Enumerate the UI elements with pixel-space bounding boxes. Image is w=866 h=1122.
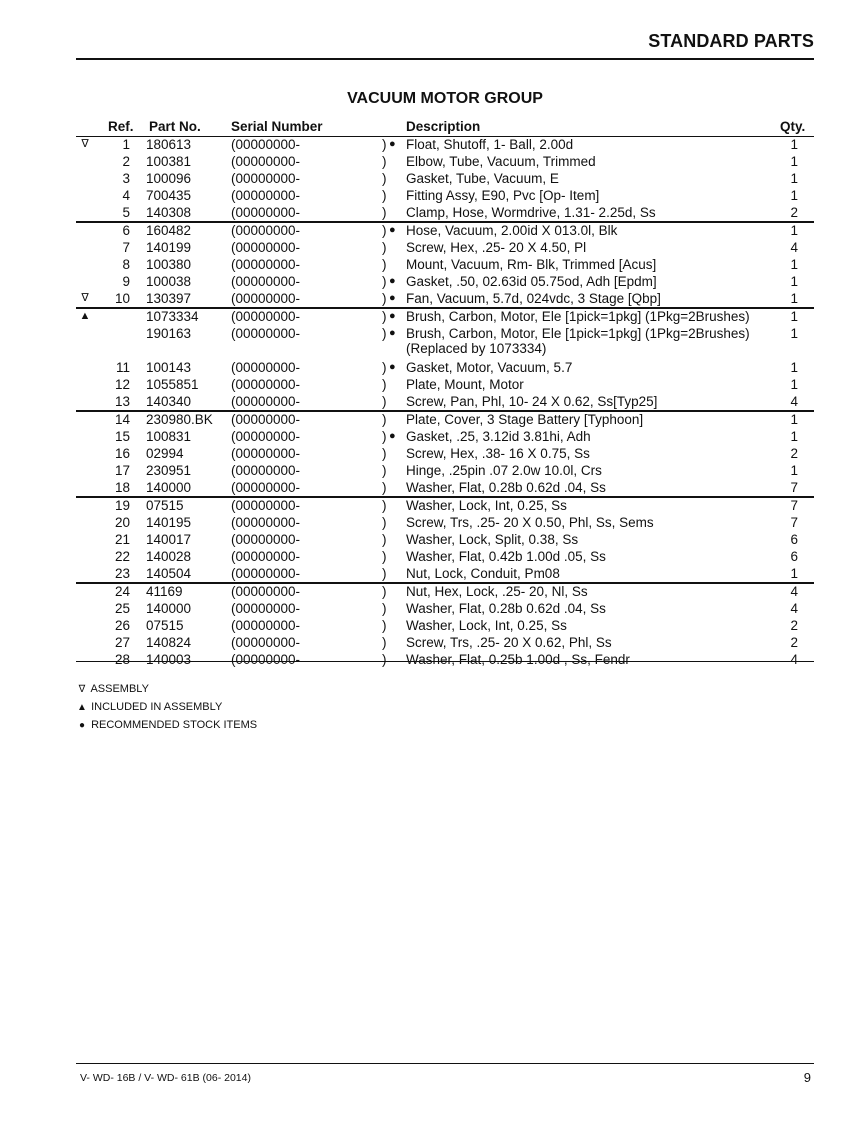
ref-cell: 26 (114, 618, 130, 633)
description-note: (Replaced by 1073334) (406, 341, 547, 356)
qty-cell: 4 (790, 601, 798, 616)
serial-cell: (00000000- (231, 618, 301, 633)
part-number-cell: 140199 (146, 240, 192, 255)
part-number-cell: 1073334 (146, 309, 199, 324)
page-number: 9 (803, 1070, 811, 1085)
qty-cell: 1 (790, 223, 798, 238)
part-number-cell: 100831 (146, 429, 192, 444)
description-line: Plate, Mount, Motor (406, 377, 524, 392)
description-cell (406, 532, 578, 547)
part-number-cell: 100096 (146, 171, 192, 186)
serial-cell: (00000000- (231, 274, 301, 289)
qty-cell: 4 (790, 652, 798, 667)
part-number-cell: 230951 (146, 463, 192, 478)
part-number-cell: 190163 (146, 326, 192, 341)
recommended-bullet-icon: ● (389, 224, 396, 236)
ref-cell: 11 (115, 360, 130, 375)
qty-cell: 1 (790, 326, 798, 341)
serial-close-paren: ) (382, 154, 387, 169)
qty-cell: 1 (790, 137, 798, 152)
description-cell (406, 274, 657, 289)
ref-cell: 10 (114, 291, 130, 306)
description-cell (406, 429, 591, 444)
triangle-icon: ▲ (77, 702, 87, 713)
description-cell (406, 377, 524, 392)
serial-close-paren: ) (382, 429, 387, 444)
col-ref-header: Ref. (108, 119, 134, 134)
ref-cell: 5 (122, 205, 130, 220)
part-number-cell: 41169 (146, 584, 183, 599)
description-line: Washer, Lock, Int, 0.25, Ss (406, 618, 567, 633)
table-row (76, 205, 814, 222)
serial-cell: (00000000- (231, 566, 301, 581)
table-row (76, 566, 814, 583)
table-row (76, 532, 814, 549)
description-cell (406, 618, 567, 633)
serial-close-paren: ) (382, 360, 387, 375)
ref-cell: 2 (122, 154, 130, 169)
description-line: Washer, Flat, 0.25b 1.00d , Ss, Fendr (406, 652, 630, 667)
description-line: Gasket, Tube, Vacuum, E (406, 171, 559, 186)
description-line: Washer, Flat, 0.42b 1.00d .05, Ss (406, 549, 606, 564)
part-number-cell: 230980.BK (146, 412, 213, 427)
serial-cell: (00000000- (231, 652, 301, 667)
serial-close-paren: ) (382, 291, 387, 306)
table-header (76, 119, 814, 135)
table-row (76, 429, 814, 446)
serial-cell: (00000000- (231, 463, 301, 478)
qty-cell: 2 (790, 205, 798, 220)
serial-cell: (00000000- (231, 549, 301, 564)
serial-close-paren: ) (382, 549, 387, 564)
description-cell (406, 240, 586, 255)
qty-cell: 7 (790, 480, 798, 495)
serial-close-paren: ) (382, 171, 387, 186)
table-row (76, 291, 814, 308)
description-cell (406, 463, 602, 478)
serial-close-paren: ) (382, 137, 387, 152)
serial-close-paren: ) (382, 446, 387, 461)
qty-cell: 1 (790, 429, 798, 444)
ref-cell: 27 (114, 635, 130, 650)
description-line: Screw, Trs, .25- 20 X 0.50, Phl, Ss, Sems (406, 515, 654, 530)
description-line: Washer, Lock, Split, 0.38, Ss (406, 532, 579, 547)
part-number-cell: 140340 (146, 394, 192, 409)
part-number-cell: 100038 (146, 274, 192, 289)
table-row (76, 410, 814, 429)
description-cell (406, 566, 560, 581)
part-number-cell: 140000 (146, 480, 192, 495)
ref-cell: 18 (114, 480, 130, 495)
part-number-cell: 180613 (146, 137, 192, 152)
legend-item-assembly (76, 682, 257, 700)
description-cell (406, 137, 573, 152)
serial-cell: (00000000- (231, 601, 301, 616)
serial-close-paren: ) (382, 652, 387, 667)
description-line: Elbow, Tube, Vacuum, Trimmed (406, 154, 596, 169)
table-row (76, 188, 814, 205)
serial-cell: (00000000- (231, 394, 301, 409)
description-line: Hose, Vacuum, 2.00id X 013.0l, Blk (406, 223, 618, 238)
part-number-cell: 140195 (146, 515, 192, 530)
serial-cell: (00000000- (231, 584, 301, 599)
table-row (76, 171, 814, 188)
description-line: Gasket, .25, 3.12id 3.81hi, Adh (406, 429, 591, 444)
part-number-cell: 100381 (146, 154, 192, 169)
table-row (76, 377, 814, 394)
table-row (76, 307, 814, 326)
ref-cell: 16 (114, 446, 130, 461)
serial-close-paren: ) (382, 532, 387, 547)
description-line: Gasket, .50, 02.63id 05.75od, Adh [Epdm] (406, 274, 657, 289)
description-line: Nut, Lock, Conduit, Pm08 (406, 566, 560, 581)
description-cell (406, 223, 617, 238)
serial-cell: (00000000- (231, 326, 301, 341)
description-line: Washer, Flat, 0.28b 0.62d .04, Ss (406, 480, 606, 495)
part-number-cell: 130397 (146, 291, 192, 306)
table-row (76, 549, 814, 566)
legend-text: RECOMMENDED STOCK ITEMS (91, 719, 258, 731)
description-cell (406, 171, 559, 186)
ref-cell: 3 (122, 171, 130, 186)
description-cell (406, 188, 599, 203)
ref-cell: 4 (122, 188, 130, 203)
table-row (76, 154, 814, 171)
qty-cell: 4 (790, 240, 798, 255)
footer-rule (76, 1063, 814, 1064)
part-number-cell: 100380 (146, 257, 192, 272)
legend (76, 682, 257, 736)
table-bottom-rule (76, 661, 814, 662)
legend-text: INCLUDED IN ASSEMBLY (91, 701, 223, 713)
part-number-cell: 140000 (146, 601, 192, 616)
description-cell (406, 291, 661, 306)
description-cell (406, 394, 657, 409)
table-row (76, 137, 814, 154)
serial-close-paren: ) (382, 205, 387, 220)
col-part-header: Part No. (149, 119, 201, 134)
qty-cell: 1 (790, 188, 798, 203)
page-header-title: STANDARD PARTS (648, 31, 814, 51)
qty-cell: 4 (790, 584, 798, 599)
part-number-cell: 140003 (146, 652, 192, 667)
qty-cell: 1 (790, 274, 798, 289)
row-mark-icon: ▲ (79, 310, 91, 322)
qty-cell: 1 (790, 412, 798, 427)
recommended-bullet-icon: ● (389, 310, 396, 322)
ref-cell: 25 (114, 601, 130, 616)
part-number-cell: 100143 (146, 360, 192, 375)
part-number-cell: 140504 (146, 566, 192, 581)
qty-cell: 1 (790, 154, 798, 169)
serial-close-paren: ) (382, 601, 387, 616)
legend-item-included (76, 700, 257, 718)
description-line: Gasket, Motor, Vacuum, 5.7 (406, 360, 573, 375)
description-cell (406, 205, 656, 220)
part-number-cell: 140028 (146, 549, 192, 564)
qty-cell: 1 (790, 566, 798, 581)
ref-cell: 22 (114, 549, 130, 564)
part-number-cell: 07515 (146, 498, 184, 513)
part-number-cell: 140308 (146, 205, 192, 220)
serial-cell: (00000000- (231, 154, 301, 169)
description-cell (406, 412, 643, 427)
serial-cell: (00000000- (231, 532, 301, 547)
serial-cell: (00000000- (231, 171, 301, 186)
serial-close-paren: ) (382, 377, 387, 392)
recommended-bullet-icon: ● (389, 361, 396, 373)
description-cell (406, 257, 656, 272)
qty-cell: 6 (790, 549, 798, 564)
serial-close-paren: ) (382, 480, 387, 495)
description-line: Screw, Hex, .38- 16 X 0.75, Ss (406, 446, 590, 461)
qty-cell: 1 (790, 291, 798, 306)
description-cell (406, 549, 606, 564)
description-cell (406, 652, 630, 667)
serial-cell: (00000000- (231, 377, 301, 392)
qty-cell: 1 (790, 360, 798, 375)
ref-cell: 14 (114, 412, 130, 427)
serial-cell: (00000000- (231, 205, 301, 220)
legend-item-recommended (76, 718, 257, 736)
serial-close-paren: ) (382, 635, 387, 650)
ref-cell: 7 (122, 240, 130, 255)
recommended-bullet-icon: ● (389, 327, 396, 339)
recommended-bullet-icon: ● (389, 292, 396, 304)
part-number-cell: 160482 (146, 223, 192, 238)
qty-cell: 1 (790, 257, 798, 272)
col-qty-header: Qty. (780, 119, 806, 134)
serial-cell: (00000000- (231, 257, 301, 272)
serial-cell: (00000000- (231, 137, 301, 152)
serial-cell: (00000000- (231, 188, 301, 203)
description-cell (406, 446, 590, 461)
serial-close-paren: ) (382, 498, 387, 513)
part-number-cell: 700435 (146, 188, 192, 203)
serial-close-paren: ) (382, 326, 387, 341)
ref-cell: 21 (114, 532, 130, 547)
row-mark-icon: ∇ (81, 138, 89, 150)
ref-cell: 19 (114, 498, 130, 513)
serial-close-paren: ) (382, 618, 387, 633)
recommended-bullet-icon: ● (389, 138, 396, 150)
description-cell (406, 584, 588, 599)
serial-cell: (00000000- (231, 412, 301, 427)
serial-close-paren: ) (382, 394, 387, 409)
serial-cell: (00000000- (231, 429, 301, 444)
description-line: Clamp, Hose, Wormdrive, 1.31- 2.25d, Ss (406, 205, 656, 220)
ref-cell: 13 (114, 394, 130, 409)
footer-doc-code: V- WD- 16B / V- WD- 61B (06- 2014) (80, 1072, 251, 1084)
ref-cell: 24 (114, 584, 130, 599)
qty-cell: 4 (790, 394, 798, 409)
serial-cell: (00000000- (231, 360, 301, 375)
description-cell (406, 326, 750, 356)
description-cell (406, 498, 567, 513)
table-row (76, 496, 814, 515)
description-line: Fan, Vacuum, 5.7d, 024vdc, 3 Stage [Qbp] (406, 291, 661, 306)
serial-close-paren: ) (382, 515, 387, 530)
recommended-bullet-icon: ● (389, 430, 396, 442)
ref-cell: 6 (122, 223, 130, 238)
qty-cell: 6 (790, 532, 798, 547)
description-line: Brush, Carbon, Motor, Ele [1pick=1pkg] (1Pkg=2Brushes) (406, 309, 750, 324)
serial-close-paren: ) (382, 309, 387, 324)
qty-cell: 2 (790, 446, 798, 461)
serial-cell: (00000000- (231, 309, 301, 324)
col-serial-header: Serial Number (231, 119, 323, 134)
description-cell (406, 154, 596, 169)
table-row (76, 240, 814, 257)
qty-cell: 2 (790, 635, 798, 650)
serial-close-paren: ) (382, 274, 387, 289)
ref-cell: 8 (122, 257, 130, 272)
serial-close-paren: ) (382, 188, 387, 203)
description-line: Nut, Hex, Lock, .25- 20, Nl, Ss (406, 584, 588, 599)
serial-cell: (00000000- (231, 291, 301, 306)
recommended-bullet-icon: ● (389, 275, 396, 287)
qty-cell: 7 (790, 498, 798, 513)
description-line: Mount, Vacuum, Rm- Blk, Trimmed [Acus] (406, 257, 657, 272)
group-title: VACUUM MOTOR GROUP (347, 90, 543, 107)
bullet-icon: ● (78, 720, 86, 731)
description-cell (406, 515, 654, 530)
ref-cell: 23 (114, 566, 130, 581)
serial-close-paren: ) (382, 223, 387, 238)
ref-cell: 15 (114, 429, 130, 444)
table-row (76, 446, 814, 463)
table-row (76, 221, 814, 240)
description-cell (406, 360, 572, 375)
col-description-header: Description (406, 119, 481, 134)
description-line: Float, Shutoff, 1- Ball, 2.00d (406, 137, 574, 152)
qty-cell: 1 (790, 171, 798, 186)
qty-cell: 7 (790, 515, 798, 530)
serial-cell: (00000000- (231, 223, 301, 238)
ref-cell: 1 (122, 137, 130, 152)
part-number-cell: 1055851 (146, 377, 199, 392)
serial-cell: (00000000- (231, 635, 301, 650)
serial-close-paren: ) (382, 240, 387, 255)
description-line: Screw, Hex, .25- 20 X 4.50, Pl (406, 240, 587, 255)
header-rule (76, 58, 814, 60)
description-line: Fitting Assy, E90, Pvc [Op- Item] (406, 188, 600, 203)
serial-cell: (00000000- (231, 515, 301, 530)
table-row (76, 274, 814, 291)
part-number-cell: 07515 (146, 618, 184, 633)
description-line: Brush, Carbon, Motor, Ele [1pick=1pkg] (1Pkg=2Brushes) (406, 326, 750, 341)
serial-cell: (00000000- (231, 446, 301, 461)
description-cell (406, 309, 750, 324)
serial-close-paren: ) (382, 566, 387, 581)
parts-table (76, 137, 814, 669)
description-line: Washer, Flat, 0.28b 0.62d .04, Ss (406, 601, 606, 616)
description-line: Screw, Trs, .25- 20 X 0.62, Phl, Ss (406, 635, 612, 650)
table-row (76, 618, 814, 635)
ref-cell: 17 (114, 463, 130, 478)
table-row (76, 635, 814, 652)
part-number-cell: 140824 (146, 635, 192, 650)
legend-text: ASSEMBLY (90, 683, 149, 695)
table-row (76, 515, 814, 532)
description-cell (406, 635, 612, 650)
description-cell (406, 601, 606, 616)
part-number-cell: 140017 (146, 532, 192, 547)
ref-cell: 20 (114, 515, 130, 530)
serial-close-paren: ) (382, 584, 387, 599)
row-mark-icon: ∇ (81, 292, 89, 304)
qty-cell: 2 (790, 618, 798, 633)
serial-close-paren: ) (382, 463, 387, 478)
table-row (76, 257, 814, 274)
serial-cell: (00000000- (231, 240, 301, 255)
description-cell (406, 480, 606, 495)
qty-cell: 1 (790, 377, 798, 392)
table-row (76, 394, 814, 411)
description-line: Plate, Cover, 3 Stage Battery [Typhoon] (406, 412, 644, 427)
part-number-cell: 02994 (146, 446, 184, 461)
serial-close-paren: ) (382, 412, 387, 427)
description-line: Washer, Lock, Int, 0.25, Ss (406, 498, 567, 513)
assembly-symbol-icon: ∇ (78, 684, 86, 695)
serial-cell: (00000000- (231, 480, 301, 495)
serial-close-paren: ) (382, 257, 387, 272)
table-row (76, 326, 814, 360)
table-row (76, 582, 814, 601)
ref-cell: 9 (122, 274, 130, 289)
ref-cell: 12 (114, 377, 130, 392)
description-line: Hinge, .25pin .07 2.0w 10.0l, Crs (406, 463, 602, 478)
table-row (76, 601, 814, 618)
table-row (76, 480, 814, 497)
ref-cell: 28 (114, 652, 130, 667)
serial-cell: (00000000- (231, 498, 301, 513)
description-line: Screw, Pan, Phl, 10- 24 X 0.62, Ss[Typ25] (406, 394, 658, 409)
qty-cell: 1 (790, 463, 798, 478)
table-row (76, 360, 814, 377)
table-row (76, 463, 814, 480)
qty-cell: 1 (790, 309, 798, 324)
